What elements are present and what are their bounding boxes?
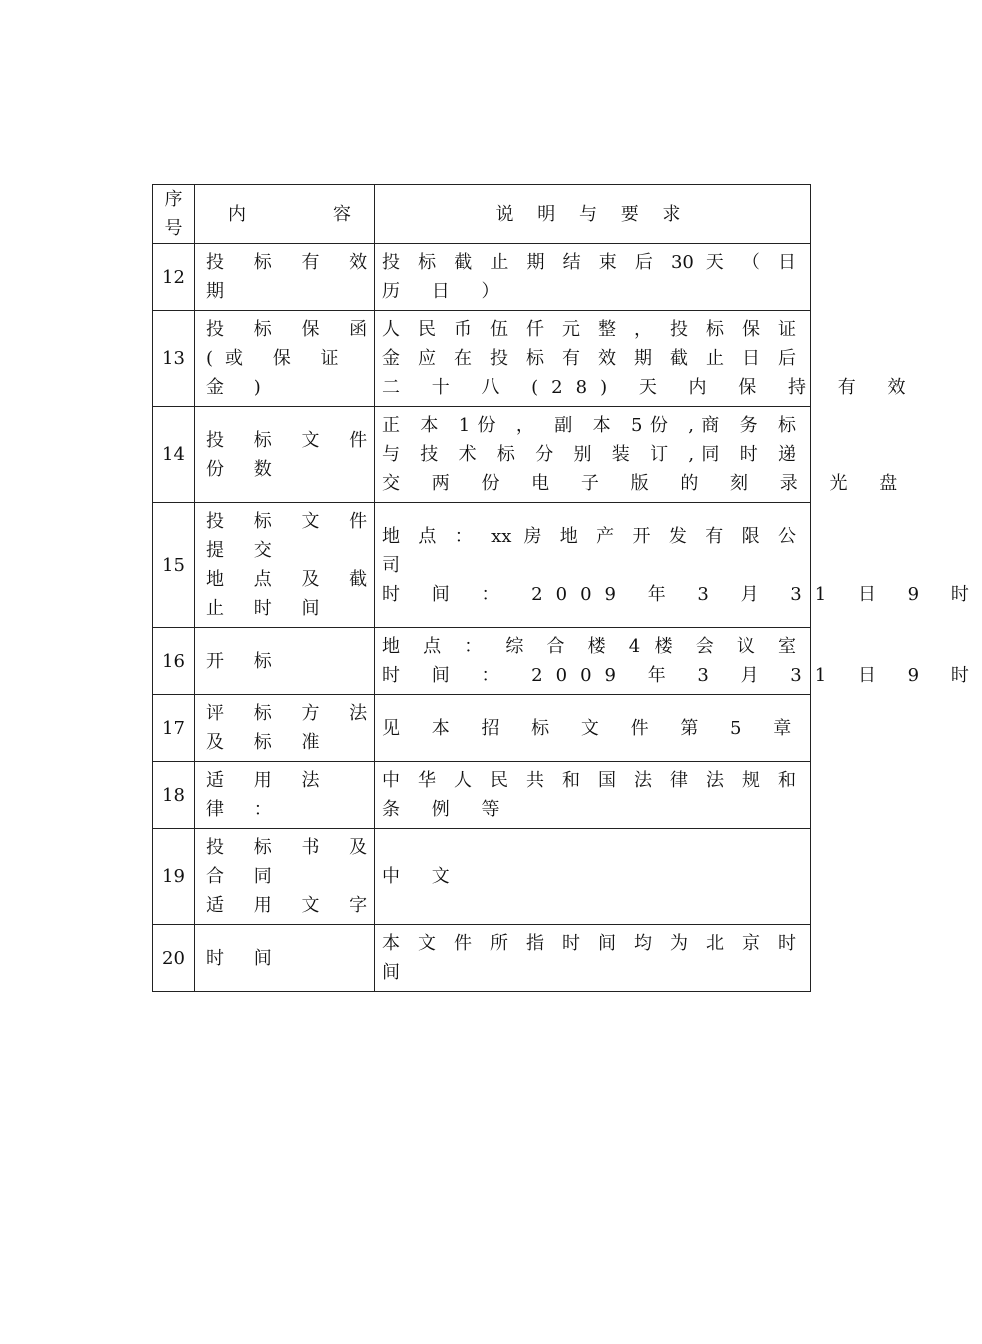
row-item-line: (或 保 证 bbox=[206, 348, 351, 369]
row-description-line: 中 文 bbox=[382, 866, 463, 887]
row-serial-number: 17 bbox=[153, 695, 195, 762]
row-item-line: 地 点 及 截 bbox=[206, 569, 380, 590]
row-item-line: 止 时 间 bbox=[206, 598, 332, 619]
row-item bbox=[195, 503, 380, 628]
table-row bbox=[153, 762, 811, 829]
row-item-line: 律 ： bbox=[206, 799, 284, 820]
row-description bbox=[375, 829, 811, 925]
row-description-line: 中 华 人 民 共 和 国 法 律 法 规 和 bbox=[382, 770, 796, 791]
row-description bbox=[375, 503, 982, 628]
row-description-line: 历 日 ） bbox=[382, 281, 513, 302]
row-item-line: 投 标 保 函 bbox=[206, 319, 380, 340]
row-item-line: 期 bbox=[206, 281, 236, 302]
row-serial-number: 15 bbox=[153, 503, 195, 628]
row-item-line: 评 标 方 法 bbox=[206, 703, 380, 724]
row-item bbox=[195, 695, 380, 762]
header-content-char: 内 bbox=[228, 203, 246, 225]
header-content-char: 容 bbox=[333, 203, 351, 225]
table-row bbox=[153, 628, 811, 695]
row-description bbox=[375, 762, 811, 829]
header-serial-line: 号 bbox=[164, 218, 183, 239]
row-item-line: 投 标 文 件 bbox=[206, 511, 380, 532]
row-description-line: 时 间 ： 2009 年 3 月 31 日 9 时 bbox=[382, 583, 982, 605]
row-serial-number: 12 bbox=[153, 244, 195, 311]
table-row bbox=[153, 407, 811, 503]
row-item bbox=[195, 407, 380, 503]
row-item bbox=[195, 925, 375, 992]
row-item-line: 及 标 准 bbox=[206, 732, 332, 753]
row-description-line: 地 点 ： 综 合 楼 4 楼 会 议 室 bbox=[382, 636, 796, 657]
row-item-line: 投 标 有 效 bbox=[206, 252, 380, 273]
row-serial-number: 13 bbox=[153, 311, 195, 407]
row-description-line: 见 本 招 标 文 件 第 5 章 bbox=[382, 717, 805, 739]
row-serial-number: 19 bbox=[153, 829, 195, 925]
row-description-line: 正 本 1份 ， 副 本 5份 ,商 务 标 bbox=[382, 415, 796, 436]
row-serial-number: 14 bbox=[153, 407, 195, 503]
row-description bbox=[375, 407, 911, 503]
row-description-line: 司 bbox=[382, 554, 400, 576]
row-item bbox=[195, 762, 375, 829]
row-item-line: 投 标 文 件 bbox=[206, 429, 380, 451]
row-serial-number: 20 bbox=[153, 925, 195, 992]
row-description-line: 本 文 件 所 指 时 间 均 为 北 京 时 bbox=[382, 933, 796, 954]
header-serial-line: 序 bbox=[164, 189, 183, 210]
table-row bbox=[153, 695, 811, 762]
bid-requirements-table bbox=[152, 184, 982, 992]
row-description bbox=[375, 311, 919, 407]
row-description-line: 人 民 币 伍 仟 元 整 ， 投 标 保 证 bbox=[382, 319, 796, 340]
row-item-line: 合 同 bbox=[206, 866, 284, 887]
row-item bbox=[195, 829, 380, 925]
row-item-line: 提 交 bbox=[206, 540, 284, 561]
row-item-line: 时 间 bbox=[206, 947, 284, 969]
row-description-line: 地 点 ： xx 房 地 产 开 发 有 限 公 bbox=[382, 525, 796, 547]
row-description bbox=[375, 244, 811, 311]
row-item bbox=[195, 628, 375, 695]
row-item-line: 适 用 法 bbox=[206, 770, 332, 791]
table-row bbox=[153, 244, 811, 311]
table-row bbox=[153, 503, 811, 628]
row-item-line: 份 数 bbox=[206, 458, 284, 480]
header-content bbox=[195, 185, 375, 244]
row-description-line: 条 例 等 bbox=[382, 799, 513, 820]
row-description-line: 二 十 八 (28) 天 内 保 持 有 效 bbox=[382, 377, 919, 398]
table-row bbox=[153, 311, 811, 407]
row-item-line: 适 用 文 字 bbox=[206, 895, 380, 916]
header-serial-number bbox=[153, 185, 195, 244]
row-item bbox=[195, 311, 380, 407]
row-description bbox=[375, 925, 811, 992]
row-description-line: 与 技 术 标 分 别 装 订 ,同 时 递 bbox=[382, 444, 796, 465]
table-row bbox=[153, 925, 811, 992]
table-header-row bbox=[153, 185, 811, 244]
row-description bbox=[375, 695, 811, 762]
row-item bbox=[195, 244, 380, 311]
row-description-line: 时 间 ： 2009 年 3 月 31 日 9 时 bbox=[382, 665, 982, 686]
table-row bbox=[153, 829, 811, 925]
row-description bbox=[375, 628, 982, 695]
row-description-line: 金 应 在 投 标 有 效 期 截 止 日 后 bbox=[382, 348, 796, 369]
row-description-line: 投 标 截 止 期 结 束 后 30 天 （ 日 bbox=[382, 252, 796, 273]
header-description: 说 明 与 要 求 bbox=[375, 185, 811, 244]
row-serial-number: 16 bbox=[153, 628, 195, 695]
row-item-line: 投 标 书 及 bbox=[206, 837, 380, 858]
row-item-line: 开 标 bbox=[206, 650, 284, 672]
row-description-line: 间 bbox=[382, 962, 413, 983]
row-item-line: 金 ) bbox=[206, 377, 273, 398]
row-description-line: 交 两 份 电 子 版 的 刻 录 光 盘 bbox=[382, 473, 911, 494]
row-serial-number: 18 bbox=[153, 762, 195, 829]
